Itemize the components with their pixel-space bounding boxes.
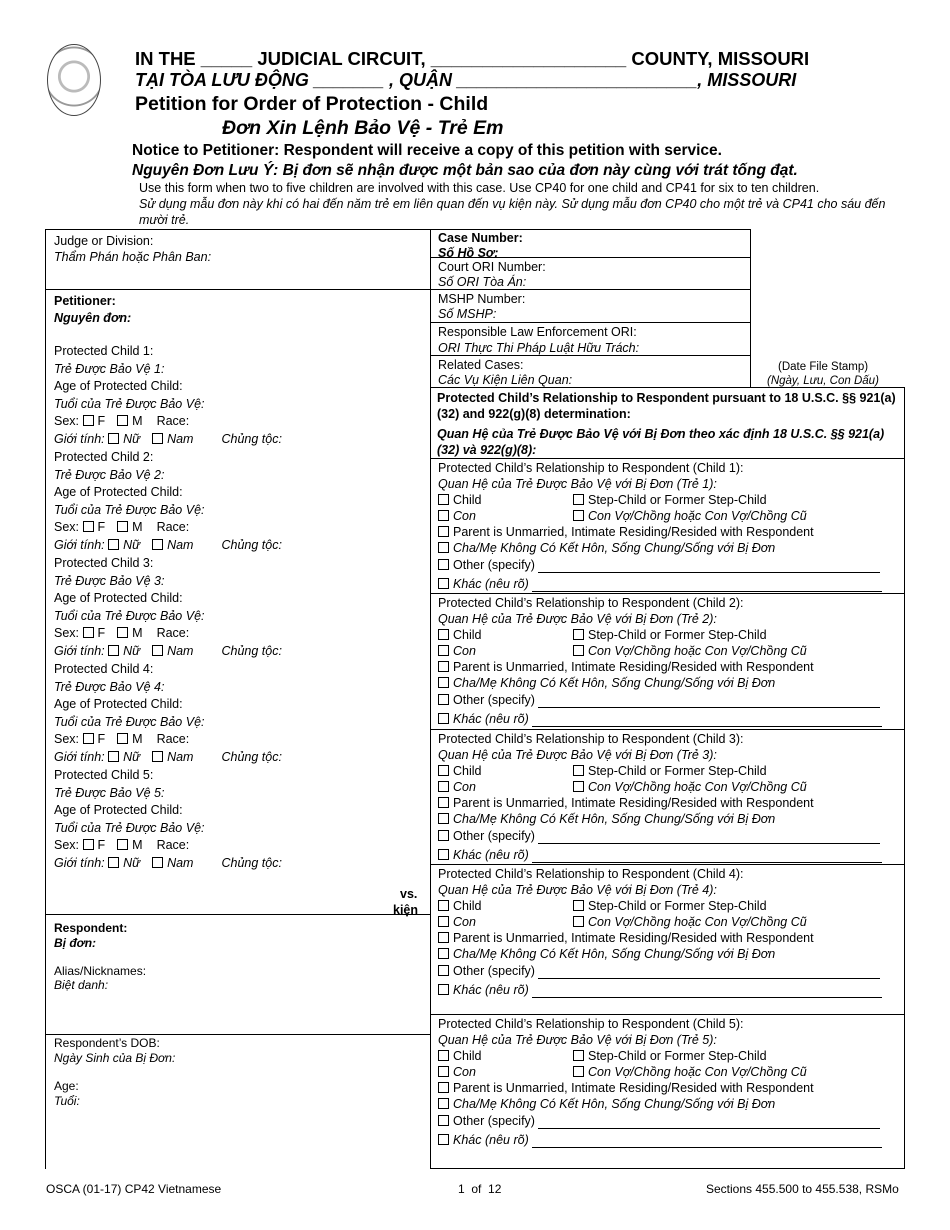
other-option: Other (specify) — [453, 964, 535, 978]
petitioner-label-vi: Nguyên đơn: — [54, 311, 132, 325]
female-checkbox[interactable] — [83, 521, 94, 532]
protected-child-label-vi: Trẻ Được Bảo Vệ 4: — [54, 679, 165, 694]
male-checkbox[interactable] — [117, 627, 128, 638]
step-child-checkbox-vi[interactable] — [573, 1066, 584, 1077]
other-specify-field[interactable] — [538, 966, 880, 979]
relationship-block — [438, 460, 898, 592]
other-option: Other (specify) — [453, 829, 535, 843]
race-label-vi: Chủng tộc: — [221, 537, 282, 552]
male-checkbox-vi[interactable] — [152, 857, 163, 868]
female-checkbox-vi[interactable] — [108, 645, 119, 656]
female-label-vi: Nữ — [123, 431, 141, 446]
other-option-vi: Khác (nêu rõ) — [453, 712, 529, 726]
male-checkbox-vi[interactable] — [152, 539, 163, 550]
parent-checkbox[interactable] — [438, 661, 449, 672]
instructions-text: Use this form when two to five children are involved with this case. Use CP40 for one child and CP41 for six to ten children. — [139, 181, 820, 195]
protected-child-label-vi: Trẻ Được Bảo Vệ 3: — [54, 573, 165, 588]
race-label: Race: — [156, 626, 190, 640]
child-checkbox-vi[interactable] — [438, 645, 449, 656]
rule — [430, 914, 431, 1169]
parent-option-vi: Cha/Mẹ Không Có Kết Hôn, Sống Chung/Sống với Bị Đơn — [453, 947, 776, 961]
male-label: M — [132, 732, 143, 746]
child-checkbox[interactable] — [438, 629, 449, 640]
female-label-vi: Nữ — [123, 537, 141, 552]
step-child-checkbox-vi[interactable] — [573, 781, 584, 792]
female-label-vi: Nữ — [123, 643, 141, 658]
sex-row — [54, 625, 189, 641]
relationship-label: Protected Child’s Relationship to Respondent (Child 2): — [438, 596, 744, 610]
female-checkbox[interactable] — [83, 733, 94, 744]
male-label-vi: Nam — [167, 431, 194, 446]
circuit-line-vi: TẠI TÒA LƯU ĐỘNG _______ , QUẬN ________________________, MISSOURI — [135, 70, 797, 90]
other-option-vi: Khác (nêu rõ) — [453, 848, 529, 862]
other-checkbox-vi[interactable] — [438, 984, 449, 995]
female-label-vi: Nữ — [123, 855, 141, 870]
other-specify-field[interactable] — [538, 695, 880, 708]
child-option-vi: Con — [453, 509, 476, 523]
age-label: Age of Protected Child: — [54, 697, 183, 711]
sex-row — [54, 519, 189, 535]
protected-child-label-vi: Trẻ Được Bảo Vệ 2: — [54, 467, 165, 482]
step-child-option: Step-Child or Former Step-Child — [588, 628, 767, 642]
step-child-option: Step-Child or Former Step-Child — [588, 764, 767, 778]
other-option: Other (specify) — [453, 558, 535, 572]
law-ori-label: Responsible Law Enforcement ORI: — [438, 325, 637, 339]
female-label: F — [97, 732, 106, 746]
relationship-label: Protected Child’s Relationship to Respondent (Child 5): — [438, 1017, 744, 1031]
male-label: M — [132, 414, 143, 428]
judge-label: Judge or Division: — [54, 234, 154, 248]
relationship-label-vi: Quan Hệ của Trẻ Được Bảo Vệ với Bị Đơn (Trẻ 3): — [438, 748, 717, 762]
race-label: Race: — [156, 732, 190, 746]
protected-child-label: Protected Child 4: — [54, 662, 154, 676]
other-option-vi: Khác (nêu rõ) — [453, 983, 529, 997]
relationship-label: Protected Child’s Relationship to Respondent (Child 1): — [438, 461, 744, 475]
child-option-vi: Con — [453, 915, 476, 929]
sex-label-vi: Giới tính: — [54, 643, 105, 658]
other-option: Other (specify) — [453, 693, 535, 707]
female-checkbox[interactable] — [83, 627, 94, 638]
dob-label: Respondent’s DOB: — [54, 1036, 160, 1050]
female-label-vi: Nữ — [123, 749, 141, 764]
court-ori-label-vi: Số ORI Tòa Án: — [438, 275, 527, 289]
alias-label: Alias/Nicknames: — [54, 964, 147, 978]
other-checkbox[interactable] — [438, 559, 449, 570]
age-label-vi: Tuổi của Trẻ Được Bảo Vệ: — [54, 820, 205, 835]
rule — [430, 864, 905, 865]
race-label: Race: — [156, 520, 190, 534]
other-option: Other (specify) — [453, 1114, 535, 1128]
other-specify-field-vi[interactable] — [532, 1135, 882, 1148]
child-checkbox-vi[interactable] — [438, 510, 449, 521]
female-checkbox-vi[interactable] — [108, 433, 119, 444]
step-child-option-vi: Con Vợ/Chồng hoặc Con Vợ/Chồng Cũ — [588, 780, 807, 794]
child-checkbox[interactable] — [438, 494, 449, 505]
other-specify-field[interactable] — [538, 560, 880, 573]
child-checkbox[interactable] — [438, 900, 449, 911]
rule — [45, 229, 46, 1169]
other-option-vi: Khác (nêu rõ) — [453, 1133, 529, 1147]
protected-child-label: Protected Child 5: — [54, 768, 154, 782]
age-label: Age of Protected Child: — [54, 591, 183, 605]
rule — [430, 458, 905, 459]
female-label: F — [97, 520, 106, 534]
protected-child-label-vi: Trẻ Được Bảo Vệ 1: — [54, 361, 165, 376]
sex-row-vi — [54, 537, 282, 553]
step-child-option: Step-Child or Former Step-Child — [588, 899, 767, 913]
relationship-heading-vi: Quan Hệ của Trẻ Được Bảo Vệ với Bị Đơn theo xác định 18 U.S.C. §§ 921(a)(32) và 922(g)(8): — [437, 427, 885, 457]
other-checkbox-vi[interactable] — [438, 713, 449, 724]
step-child-option-vi: Con Vợ/Chồng hoặc Con Vợ/Chồng Cũ — [588, 509, 807, 523]
parent-option: Parent is Unmarried, Intimate Residing/Resided with Respondent — [453, 1081, 814, 1095]
case-number-label: Case Number: — [438, 231, 523, 245]
sex-label: Sex: — [54, 626, 80, 640]
sex-label: Sex: — [54, 838, 80, 852]
parent-option-vi: Cha/Mẹ Không Có Kết Hôn, Sống Chung/Sống với Bị Đơn — [453, 541, 776, 555]
relationship-label-vi: Quan Hệ của Trẻ Được Bảo Vệ với Bị Đơn (Trẻ 4): — [438, 883, 717, 897]
rule — [430, 593, 905, 594]
step-child-checkbox[interactable] — [573, 900, 584, 911]
step-child-checkbox[interactable] — [573, 494, 584, 505]
relationship-label-vi: Quan Hệ của Trẻ Được Bảo Vệ với Bị Đơn (Trẻ 5): — [438, 1033, 717, 1047]
sex-label-vi: Giới tính: — [54, 537, 105, 552]
parent-checkbox-vi[interactable] — [438, 542, 449, 553]
relationship-label: Protected Child’s Relationship to Respondent (Child 3): — [438, 732, 744, 746]
child-checkbox-vi[interactable] — [438, 1066, 449, 1077]
sex-label: Sex: — [54, 732, 80, 746]
date-stamp-label-vi: (Ngày, Lưu, Con Dấu) — [767, 375, 879, 387]
female-label: F — [97, 838, 106, 852]
other-specify-field-vi[interactable] — [532, 579, 882, 592]
step-child-option-vi: Con Vợ/Chồng hoặc Con Vợ/Chồng Cũ — [588, 915, 807, 929]
age-label-vi: Tuổi của Trẻ Được Bảo Vệ: — [54, 502, 205, 517]
respondent-label: Respondent: — [54, 921, 128, 935]
other-checkbox[interactable] — [438, 830, 449, 841]
child-option: Child — [453, 1049, 482, 1063]
page-number: 1 of 12 — [458, 1182, 502, 1196]
rule — [430, 229, 431, 914]
race-label: Race: — [156, 414, 190, 428]
parent-option: Parent is Unmarried, Intimate Residing/Resided with Respondent — [453, 660, 814, 674]
resp-age-label-vi: Tuổi: — [54, 1094, 80, 1108]
step-child-option-vi: Con Vợ/Chồng hoặc Con Vợ/Chồng Cũ — [588, 644, 807, 658]
rule — [45, 914, 431, 915]
case-number-label-vi: Số Hồ Sơ: — [438, 246, 499, 260]
parent-checkbox[interactable] — [438, 797, 449, 808]
judge-label-vi: Thẩm Phán hoặc Phân Ban: — [54, 250, 212, 264]
relationship-label-vi: Quan Hệ của Trẻ Được Bảo Vệ với Bị Đơn (Trẻ 2): — [438, 612, 717, 626]
child-option: Child — [453, 899, 482, 913]
parent-option-vi: Cha/Mẹ Không Có Kết Hôn, Sống Chung/Sống với Bị Đơn — [453, 1097, 776, 1111]
male-label-vi: Nam — [167, 537, 194, 552]
race-label-vi: Chủng tộc: — [221, 749, 282, 764]
race-label-vi: Chủng tộc: — [221, 431, 282, 446]
relationship-label: Protected Child’s Relationship to Respondent (Child 4): — [438, 867, 744, 881]
step-child-checkbox-vi[interactable] — [573, 916, 584, 927]
page-title: Petition for Order of Protection - Child — [135, 93, 489, 115]
parent-checkbox-vi[interactable] — [438, 948, 449, 959]
male-label-vi: Nam — [167, 855, 194, 870]
male-label-vi: Nam — [167, 749, 194, 764]
law-ori-label-vi: ORI Thực Thi Pháp Luật Hữu Trách: — [438, 341, 640, 355]
child-option-vi: Con — [453, 644, 476, 658]
rule — [904, 387, 905, 1169]
male-checkbox[interactable] — [117, 839, 128, 850]
sex-row-vi — [54, 855, 282, 871]
sex-row-vi — [54, 749, 282, 765]
male-checkbox[interactable] — [117, 733, 128, 744]
child-checkbox-vi[interactable] — [438, 916, 449, 927]
female-checkbox[interactable] — [83, 839, 94, 850]
step-child-checkbox[interactable] — [573, 1050, 584, 1061]
petitioner-label: Petitioner: — [54, 294, 116, 308]
protected-child-label: Protected Child 2: — [54, 450, 154, 464]
male-checkbox[interactable] — [117, 521, 128, 532]
rule — [430, 1014, 905, 1015]
child-option: Child — [453, 764, 482, 778]
respondent-label-vi: Bị đơn: — [54, 936, 97, 950]
step-child-checkbox-vi[interactable] — [573, 645, 584, 656]
sex-label: Sex: — [54, 414, 80, 428]
related-cases-label-vi: Các Vụ Kiện Liên Quan: — [438, 373, 573, 387]
other-specify-field[interactable] — [538, 831, 880, 844]
parent-checkbox-vi[interactable] — [438, 677, 449, 688]
female-checkbox-vi[interactable] — [108, 751, 119, 762]
parent-option-vi: Cha/Mẹ Không Có Kết Hôn, Sống Chung/Sống với Bị Đơn — [453, 676, 776, 690]
step-child-checkbox[interactable] — [573, 765, 584, 776]
sex-label-vi: Giới tính: — [54, 855, 105, 870]
child-option-vi: Con — [453, 1065, 476, 1079]
other-specify-field-vi[interactable] — [532, 850, 882, 863]
other-specify-field-vi[interactable] — [532, 714, 882, 727]
other-specify-field[interactable] — [538, 1116, 880, 1129]
male-checkbox-vi[interactable] — [152, 433, 163, 444]
relationship-block — [438, 1016, 898, 1148]
rule — [45, 229, 431, 230]
female-checkbox-vi[interactable] — [108, 539, 119, 550]
parent-checkbox[interactable] — [438, 932, 449, 943]
other-option-vi: Khác (nêu rõ) — [453, 577, 529, 591]
race-label-vi: Chủng tộc: — [221, 855, 282, 870]
notice: Notice to Petitioner: Respondent will receive a copy of this petition with service. — [132, 142, 722, 159]
sex-label-vi: Giới tính: — [54, 431, 105, 446]
notice-vi: Nguyên Đơn Lưu Ý: Bị đơn sẽ nhận được một bản sao của đơn này cùng với trát tống đạt. — [132, 162, 798, 179]
other-checkbox-vi[interactable] — [438, 578, 449, 589]
sex-row-vi — [54, 431, 282, 447]
child-checkbox-vi[interactable] — [438, 781, 449, 792]
male-label: M — [132, 626, 143, 640]
court-ori-label: Court ORI Number: — [438, 260, 546, 274]
rule — [430, 322, 750, 323]
female-label: F — [97, 626, 106, 640]
parent-option: Parent is Unmarried, Intimate Residing/Resided with Respondent — [453, 796, 814, 810]
male-checkbox-vi[interactable] — [152, 751, 163, 762]
male-checkbox-vi[interactable] — [152, 645, 163, 656]
female-label: F — [97, 414, 106, 428]
step-child-option: Step-Child or Former Step-Child — [588, 1049, 767, 1063]
child-option: Child — [453, 628, 482, 642]
other-checkbox[interactable] — [438, 1115, 449, 1126]
protected-child-label-vi: Trẻ Được Bảo Vệ 5: — [54, 785, 165, 800]
other-checkbox-vi[interactable] — [438, 849, 449, 860]
mshp-label-vi: Số MSHP: — [438, 307, 497, 321]
rule — [45, 289, 431, 290]
relationship-block — [438, 731, 898, 863]
statute-sections: Sections 455.500 to 455.538, RSMo — [706, 1182, 899, 1196]
age-label-vi: Tuổi của Trẻ Được Bảo Vệ: — [54, 608, 205, 623]
other-checkbox[interactable] — [438, 694, 449, 705]
male-label: M — [132, 520, 143, 534]
alias-label-vi: Biệt danh: — [54, 978, 109, 992]
rule — [750, 229, 751, 387]
circuit-line: IN THE _____ JUDICIAL CIRCUIT, ___________________ COUNTY, MISSOURI — [135, 48, 810, 69]
age-label: Age of Protected Child: — [54, 485, 183, 499]
protected-child-label: Protected Child 1: — [54, 344, 154, 358]
relationship-block — [438, 866, 898, 998]
step-child-checkbox-vi[interactable] — [573, 510, 584, 521]
male-label: M — [132, 838, 143, 852]
female-checkbox[interactable] — [83, 415, 94, 426]
rule — [430, 1168, 905, 1169]
race-label-vi: Chủng tộc: — [221, 643, 282, 658]
form-id: OSCA (01-17) CP42 Vietnamese — [46, 1182, 222, 1196]
resp-age-label: Age: — [54, 1079, 79, 1093]
step-child-option-vi: Con Vợ/Chồng hoặc Con Vợ/Chồng Cũ — [588, 1065, 807, 1079]
dob-label-vi: Ngày Sinh của Bị Đơn: — [54, 1051, 176, 1065]
male-label-vi: Nam — [167, 643, 194, 658]
relationship-heading: Protected Child’s Relationship to Respondent pursuant to 18 U.S.C. §§ 921(a)(32) and 922(g)(8) determination: — [437, 391, 896, 421]
sex-row — [54, 837, 189, 853]
vs-label-vi: kiện — [393, 903, 419, 917]
relationship-block — [438, 595, 898, 727]
parent-checkbox[interactable] — [438, 526, 449, 537]
step-child-option: Step-Child or Former Step-Child — [588, 493, 767, 507]
related-cases-label: Related Cases: — [438, 358, 524, 372]
child-checkbox[interactable] — [438, 765, 449, 776]
page-title-vi: Đơn Xin Lệnh Bảo Vệ - Trẻ Em — [222, 117, 504, 139]
female-checkbox-vi[interactable] — [108, 857, 119, 868]
protected-child-label: Protected Child 3: — [54, 556, 154, 570]
race-label: Race: — [156, 838, 190, 852]
age-label-vi: Tuổi của Trẻ Được Bảo Vệ: — [54, 714, 205, 729]
parent-checkbox[interactable] — [438, 1082, 449, 1093]
sex-label-vi: Giới tính: — [54, 749, 105, 764]
step-child-checkbox[interactable] — [573, 629, 584, 640]
rule — [430, 729, 905, 730]
age-label-vi: Tuổi của Trẻ Được Bảo Vệ: — [54, 396, 205, 411]
instructions — [139, 180, 914, 228]
mshp-label: MSHP Number: — [438, 292, 526, 306]
male-checkbox[interactable] — [117, 415, 128, 426]
sex-row — [54, 731, 189, 747]
age-label: Age of Protected Child: — [54, 803, 183, 817]
parent-option: Parent is Unmarried, Intimate Residing/Resided with Respondent — [453, 931, 814, 945]
child-checkbox[interactable] — [438, 1050, 449, 1061]
parent-checkbox-vi[interactable] — [438, 813, 449, 824]
other-checkbox-vi[interactable] — [438, 1134, 449, 1145]
sex-row-vi — [54, 643, 282, 659]
child-option-vi: Con — [453, 780, 476, 794]
instructions-text-vi: Sử dụng mẫu đơn này khi có hai đến năm trẻ em liên quan đến vụ kiện này. Sử dụng mẫu đơn CP40 cho một trẻ và CP41 cho sáu đến mười trẻ. — [139, 197, 886, 227]
other-checkbox[interactable] — [438, 965, 449, 976]
parent-option-vi: Cha/Mẹ Không Có Kết Hôn, Sống Chung/Sống với Bị Đơn — [453, 812, 776, 826]
date-stamp-label: (Date File Stamp) — [778, 361, 869, 373]
parent-checkbox-vi[interactable] — [438, 1098, 449, 1109]
relationship-label-vi: Quan Hệ của Trẻ Được Bảo Vệ với Bị Đơn (Trẻ 1): — [438, 477, 717, 491]
court-seal — [47, 44, 101, 116]
age-label: Age of Protected Child: — [54, 379, 183, 393]
parent-option: Parent is Unmarried, Intimate Residing/Resided with Respondent — [453, 525, 814, 539]
vs-label: vs. — [400, 887, 418, 901]
other-specify-field-vi[interactable] — [532, 985, 882, 998]
sex-label: Sex: — [54, 520, 80, 534]
child-option: Child — [453, 493, 482, 507]
sex-row — [54, 413, 189, 429]
